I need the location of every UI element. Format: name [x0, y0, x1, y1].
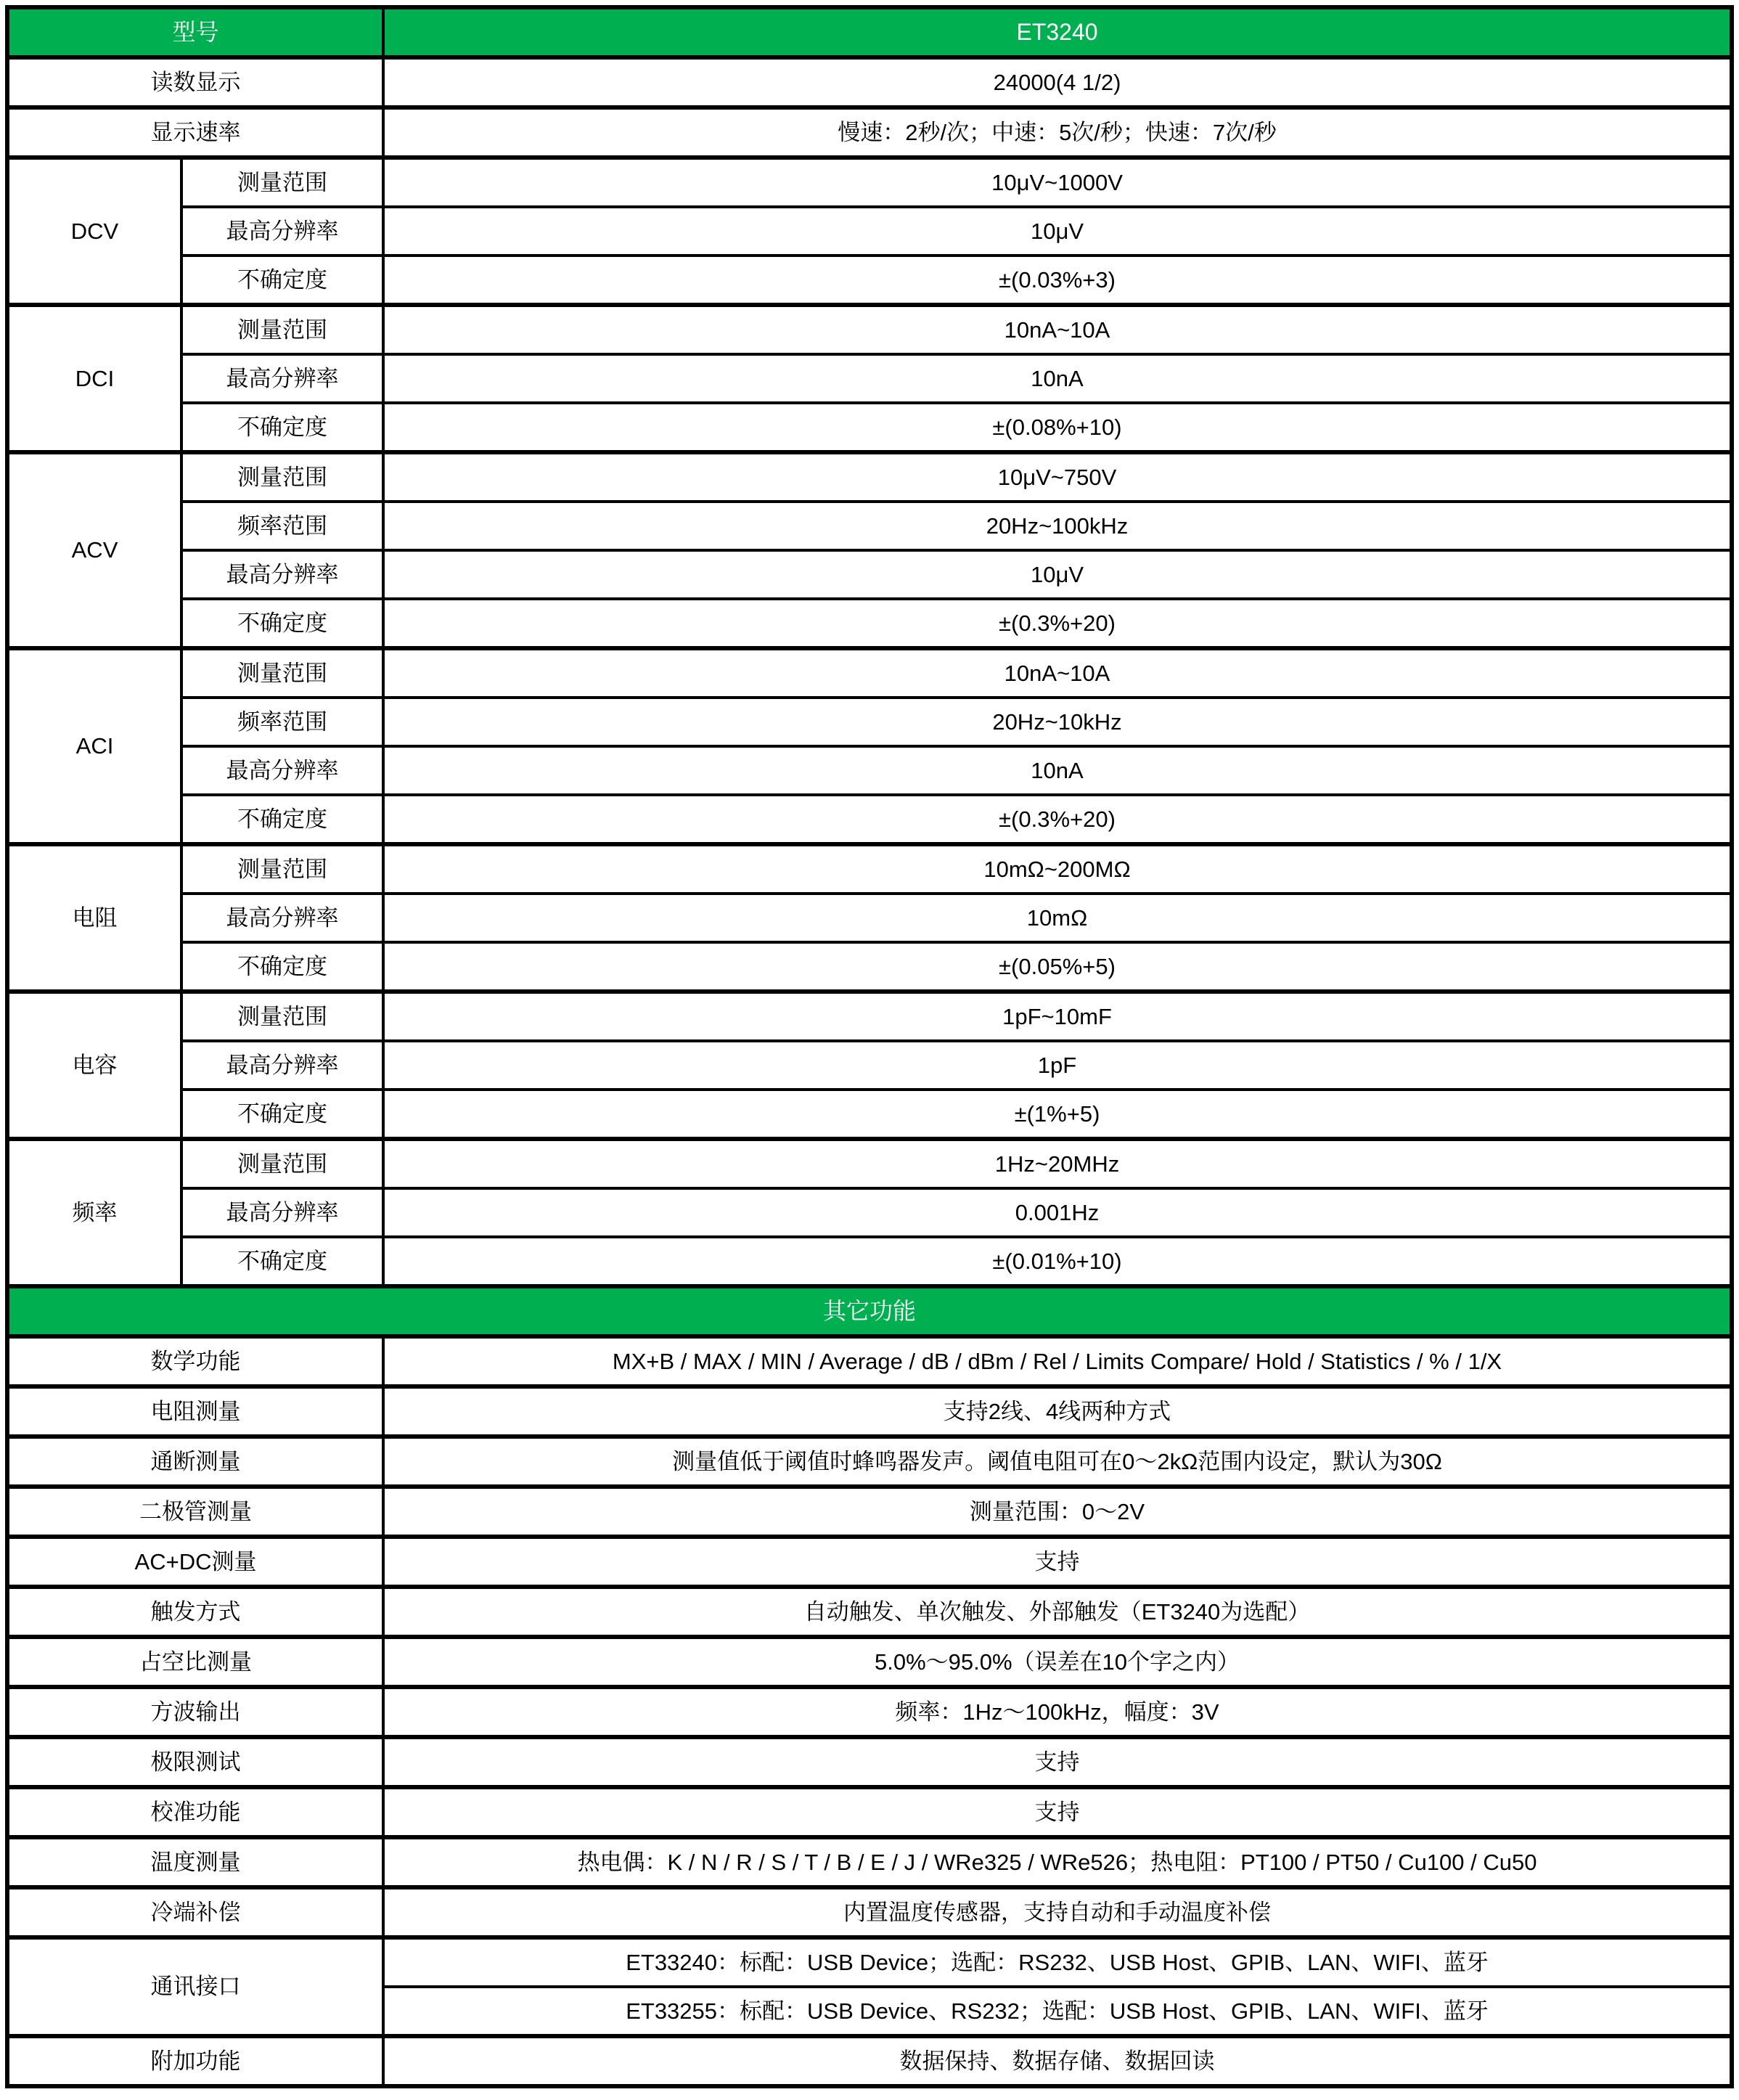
spec-table [5, 5, 1734, 2088]
row-value: 自动触发、单次触发、外部触发（ET3240为选配） [383, 1587, 1732, 1637]
spec-group-label: 电阻 [7, 844, 181, 992]
spec-sub-label: 最高分辨率 [181, 550, 383, 599]
row-value: 支持 [383, 1737, 1732, 1787]
model-header-label: 型号 [7, 7, 383, 57]
row-value: 24000(4 1/2) [383, 57, 1732, 107]
other-functions-header: 其它功能 [7, 1286, 1732, 1336]
spec-value: 20Hz~10kHz [383, 698, 1732, 746]
table-row [7, 1937, 1732, 1987]
spec-sub-label: 不确定度 [181, 599, 383, 648]
spec-value: 0.001Hz [383, 1188, 1732, 1237]
spec-value: ±(0.03%+3) [383, 256, 1732, 305]
spec-group-label: ACV [7, 452, 181, 648]
spec-sheet [5, 5, 1734, 2088]
spec-sub-label: 测量范围 [181, 648, 383, 698]
spec-value: 10μV~1000V [383, 158, 1732, 207]
table-row [7, 1041, 1732, 1090]
table-row [7, 1090, 1732, 1139]
table-row [7, 1787, 1732, 1837]
spec-sub-label: 最高分辨率 [181, 1041, 383, 1090]
row-value: 热电偶：K / N / R / S / T / B / E / J / WRe325 / WRe526；热电阻：PT100 / PT50 / Cu100 / Cu50 [383, 1837, 1732, 1887]
row-label: 校准功能 [7, 1787, 383, 1837]
row-label: 数学功能 [7, 1336, 383, 1386]
row-label: 极限测试 [7, 1737, 383, 1787]
spec-sub-label: 不确定度 [181, 1090, 383, 1139]
spec-value: 10mΩ [383, 894, 1732, 942]
table-row [7, 2036, 1732, 2086]
table-row [7, 1437, 1732, 1487]
spec-group-label: DCI [7, 305, 181, 452]
row-value: 测量范围：0～2V [383, 1487, 1732, 1537]
row-value: 频率：1Hz～100kHz，幅度：3V [383, 1687, 1732, 1737]
spec-value: 10μV [383, 550, 1732, 599]
row-label: 附加功能 [7, 2036, 383, 2086]
row-value: 支持2线、4线两种方式 [383, 1386, 1732, 1437]
table-row [7, 452, 1732, 502]
table-row [7, 1237, 1732, 1286]
spec-sub-label: 最高分辨率 [181, 207, 383, 256]
table-row [7, 256, 1732, 305]
spec-value: ±(0.3%+20) [383, 795, 1732, 844]
row-value: 支持 [383, 1787, 1732, 1837]
spec-value: 1Hz~20MHz [383, 1139, 1732, 1188]
spec-sub-label: 不确定度 [181, 1237, 383, 1286]
row-label: 读数显示 [7, 57, 383, 107]
spec-group-label: 电容 [7, 992, 181, 1139]
row-value: 内置温度传感器，支持自动和手动温度补偿 [383, 1887, 1732, 1937]
table-row [7, 305, 1732, 354]
model-header-row [7, 7, 1732, 57]
row-value: MX+B / MAX / MIN / Average / dB / dBm / Rel / Limits Compare/ Hold / Statistics / % / 1/X [383, 1336, 1732, 1386]
row-value: 慢速：2秒/次；中速：5次/秒；快速：7次/秒 [383, 107, 1732, 158]
table-row [7, 158, 1732, 207]
table-row [7, 1487, 1732, 1537]
table-row [7, 403, 1732, 452]
table-row [7, 1587, 1732, 1637]
spec-sub-label: 测量范围 [181, 1139, 383, 1188]
row-label: 显示速率 [7, 107, 383, 158]
spec-sub-label: 最高分辨率 [181, 746, 383, 795]
spec-value: ±(0.08%+10) [383, 403, 1732, 452]
row-label: AC+DC测量 [7, 1537, 383, 1587]
table-row [7, 550, 1732, 599]
spec-group-label: ACI [7, 648, 181, 844]
spec-sub-label: 频率范围 [181, 698, 383, 746]
spec-group-label: 频率 [7, 1139, 181, 1286]
table-row [7, 207, 1732, 256]
spec-sub-label: 不确定度 [181, 403, 383, 452]
spec-sub-label: 测量范围 [181, 158, 383, 207]
row-label: 温度测量 [7, 1837, 383, 1887]
table-row [7, 992, 1732, 1041]
row-value: ET33240：标配：USB Device；选配：RS232、USB Host、GPIB、LAN、WIFI、蓝牙 [383, 1937, 1732, 1987]
spec-value: 10nA~10A [383, 648, 1732, 698]
row-label: 二极管测量 [7, 1487, 383, 1537]
table-row [7, 698, 1732, 746]
spec-value: 10μV~750V [383, 452, 1732, 502]
spec-value: 10mΩ~200MΩ [383, 844, 1732, 894]
spec-sub-label: 测量范围 [181, 305, 383, 354]
table-row [7, 746, 1732, 795]
spec-sub-label: 最高分辨率 [181, 354, 383, 403]
spec-value: ±(0.3%+20) [383, 599, 1732, 648]
spec-value: 10μV [383, 207, 1732, 256]
table-row [7, 942, 1732, 992]
spec-sub-label: 最高分辨率 [181, 1188, 383, 1237]
table-row [7, 894, 1732, 942]
spec-sub-label: 不确定度 [181, 942, 383, 992]
table-row [7, 354, 1732, 403]
spec-group-label: DCV [7, 158, 181, 305]
spec-sub-label: 测量范围 [181, 844, 383, 894]
spec-value: ±(0.01%+10) [383, 1237, 1732, 1286]
table-row [7, 107, 1732, 158]
row-value: 数据保持、数据存储、数据回读 [383, 2036, 1732, 2086]
row-label: 通讯接口 [7, 1937, 383, 2036]
table-row [7, 1737, 1732, 1787]
row-label: 触发方式 [7, 1587, 383, 1637]
spec-sub-label: 不确定度 [181, 256, 383, 305]
table-row [7, 1837, 1732, 1887]
table-row [7, 502, 1732, 550]
spec-value: 10nA [383, 354, 1732, 403]
spec-value: ±(0.05%+5) [383, 942, 1732, 992]
table-row [7, 1336, 1732, 1386]
spec-value: 10nA [383, 746, 1732, 795]
table-row [7, 599, 1732, 648]
row-label: 占空比测量 [7, 1637, 383, 1687]
spec-sub-label: 最高分辨率 [181, 894, 383, 942]
table-row [7, 795, 1732, 844]
row-value: 5.0%～95.0%（误差在10个字之内） [383, 1637, 1732, 1687]
spec-sub-label: 测量范围 [181, 992, 383, 1041]
spec-sub-label: 不确定度 [181, 795, 383, 844]
spec-sub-label: 频率范围 [181, 502, 383, 550]
model-header-value: ET3240 [383, 7, 1732, 57]
spec-value: 10nA~10A [383, 305, 1732, 354]
table-row [7, 1687, 1732, 1737]
table-row [7, 1188, 1732, 1237]
table-row [7, 1537, 1732, 1587]
table-row [7, 1887, 1732, 1937]
row-value: ET33255：标配：USB Device、RS232；选配：USB Host、GPIB、LAN、WIFI、蓝牙 [383, 1987, 1732, 2036]
spec-value: 1pF [383, 1041, 1732, 1090]
spec-value: 1pF~10mF [383, 992, 1732, 1041]
table-row [7, 1139, 1732, 1188]
spec-value: 20Hz~100kHz [383, 502, 1732, 550]
row-label: 通断测量 [7, 1437, 383, 1487]
row-label: 冷端补偿 [7, 1887, 383, 1937]
spec-value: ±(1%+5) [383, 1090, 1732, 1139]
table-row [7, 648, 1732, 698]
row-value: 测量值低于阈值时蜂鸣器发声。阈值电阻可在0～2kΩ范围内设定，默认为30Ω [383, 1437, 1732, 1487]
spec-sub-label: 测量范围 [181, 452, 383, 502]
other-functions-header-row [7, 1286, 1732, 1336]
table-row [7, 57, 1732, 107]
table-row [7, 844, 1732, 894]
table-row [7, 1386, 1732, 1437]
row-label: 电阻测量 [7, 1386, 383, 1437]
row-label: 方波输出 [7, 1687, 383, 1737]
table-row [7, 1637, 1732, 1687]
row-value: 支持 [383, 1537, 1732, 1587]
